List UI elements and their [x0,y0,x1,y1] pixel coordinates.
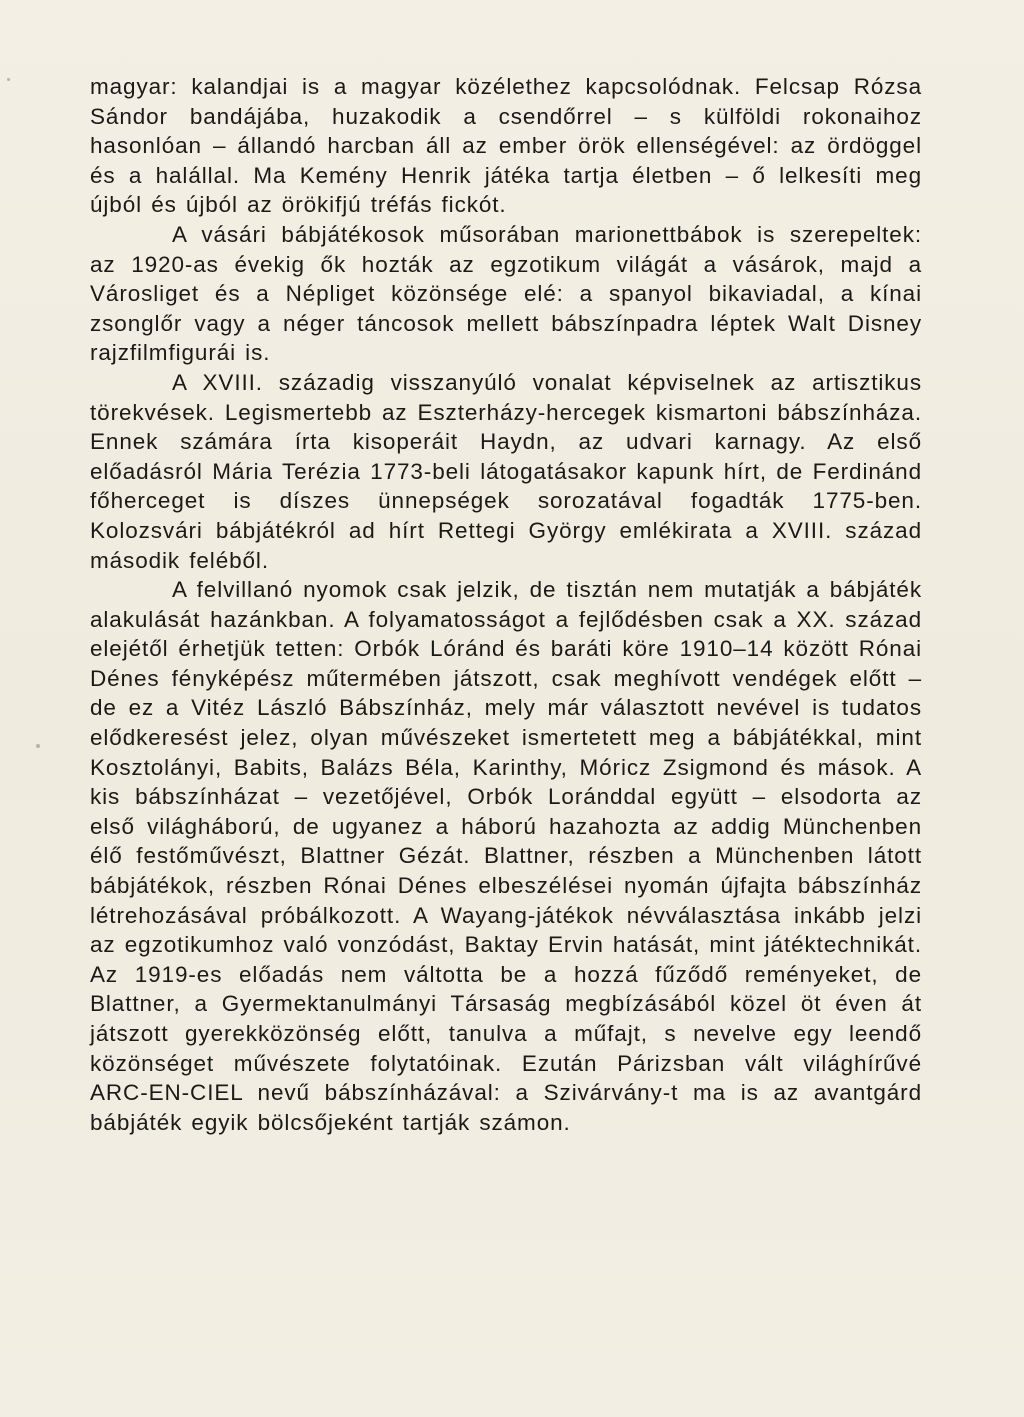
paragraph-3: A XVIII. századig visszanyúló vonalat képviselnek az artisztikus törekvések. Legismertebb az Eszterházy-hercegek kismartoni bábszínháza. Ennek számára írta kisoperáit Haydn, az udvari karnagy. Az első előadásról Mária Terézia 1773-beli látogatásakor kapunk hírt, de Ferdinánd főherceget is díszes ünnepségek sorozatával fogadták 1775-ben. Kolozsvári bábjátékról ad hírt Rettegi György emlékirata a XVIII. század második feléből. [90,369,922,573]
paper-speck [7,78,10,81]
body-text [90,72,922,1137]
paragraph-4: A felvillanó nyomok csak jelzik, de tisztán nem mutatják a bábjáték alakulását hazánkban. A folyamatosságot a fejlődésben csak a XX. század elejétől érhetjük tetten: Orbók Lóránd és baráti köre 1910–14 között Rónai Dénes fényképész műtermében játszott, csak meghívott vendégek előtt – de ez a Vitéz László Bábszínház, mely már választott nevével is tudatos elődkeresést jelez, olyan művészeket ismertetett meg a bábjátékkal, mint Kosztolányi, Babits, Balázs Béla, Karinthy, Móricz Zsigmond és mások. A kis bábszínházat – vezetőjével, Orbók Loránddal együtt – elsodorta az első világháború, de ugyanez a háború hazahozta az addig Münchenben élő festőművészt, Blattner Gézát. Blattner, részben a Münchenben látott bábjátékok, részben Rónai Dénes elbeszélései nyomán újfajta bábszínház létrehozásával próbálkozott. A Wayang-játékok névválasztása inkább jelzi az egzotikumhoz való vonzódást, Baktay Ervin hatását, mint játéktechnikát. Az 1919-es előadás nem váltotta be a hozzá fűződő reményeket, de Blattner, a Gyermektanulmányi Társaság megbízásából közel öt éven át játszott gyerekközönség előtt, tanulva a műfajt, s nevelve egy leendő közönséget művészete folytatóinak. Ezután Párizsban vált világhírűvé ARC-EN-CIEL nevű bábszínházával: a Szivárvány-t ma is az avantgárd bábjáték egyik bölcsőjeként tartják számon. [90,577,922,1135]
paragraph-2: A vásári bábjátékosok műsorában marionettbábok is szerepeltek: az 1920-as évekig ők hozták az egzotikum világát a vásárok, majd a Városliget és a Népliget közönsége elé: a spanyol bikaviadal, a kínai zsonglőr vagy a néger táncosok mellett bábszínpadra léptek Walt Disney rajzfilmfigurái is. [90,221,922,366]
paper-speck [36,744,40,748]
paragraph-1: magyar: kalandjai is a magyar közélethez kapcsolódnak. Felcsap Rózsa Sándor bandájába, huzakodik a csendőrrel – s külföldi rokonaihoz hasonlóan – állandó harcban áll az ember örök ellenségével: az ördöggel és a halállal. Ma Kemény Henrik játéka tartja életben – ő lelkesíti meg újból és újból az örökifjú tréfás fickót. [90,74,922,218]
